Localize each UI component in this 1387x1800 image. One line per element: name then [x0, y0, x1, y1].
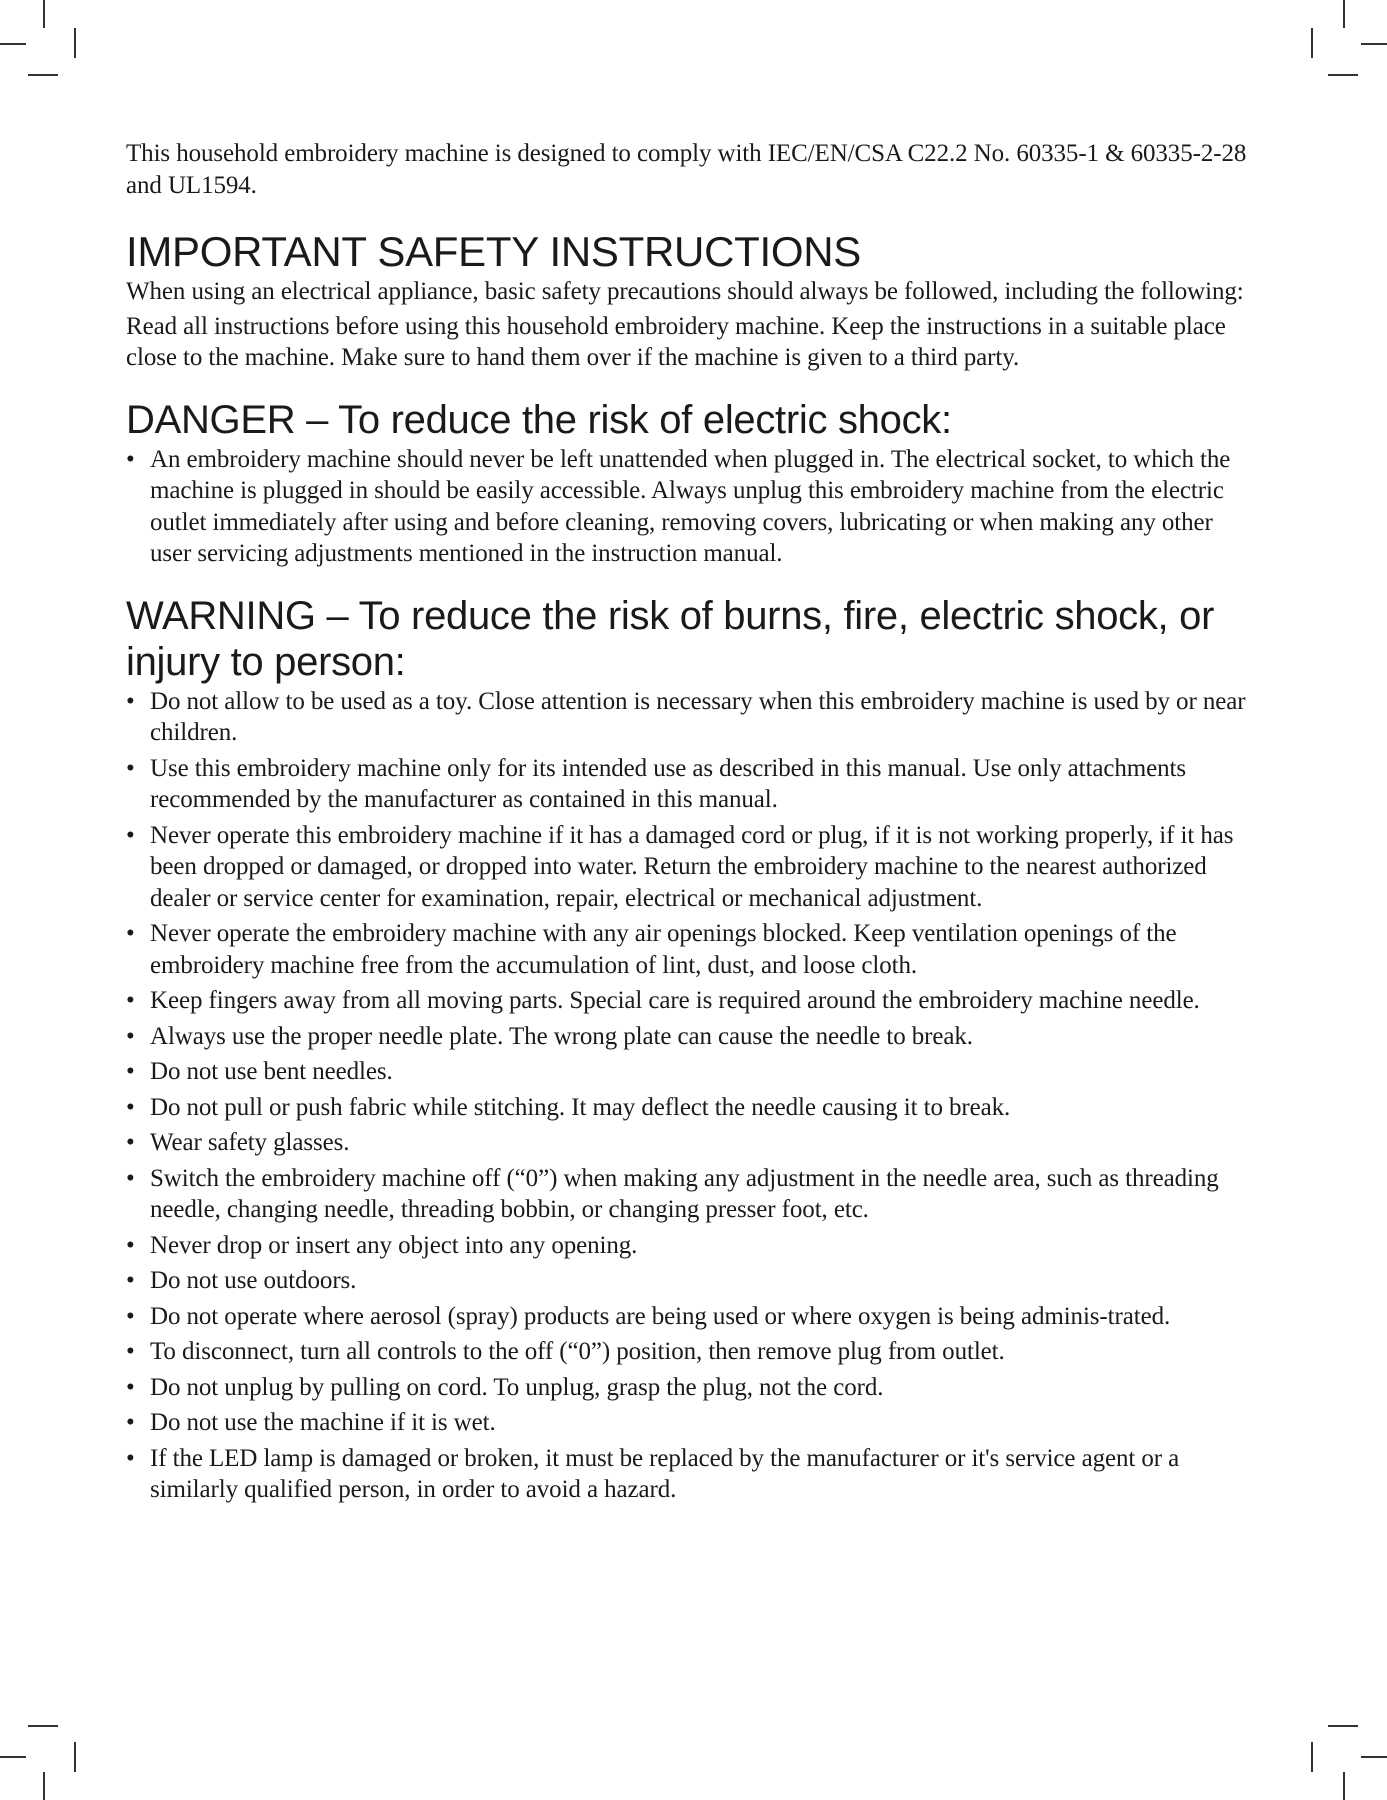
- danger-heading: DANGER – To reduce the risk of electric shock:: [126, 397, 952, 442]
- crop-mark: [74, 1742, 76, 1772]
- list-item-text: An embroidery machine should never be left unattended when plugged in. The electrical socket, to which the machine is plugged in should be easily accessible. Always unplug this embroidery machine from the electric outlet immediately after using and before cleaning, removing covers, lubricating or when making any other user servicing adjustments mentioned in the instruction manual.: [150, 445, 1231, 567]
- list-item-text: Never operate the embroidery machine with any air openings blocked. Keep ventilation openings of the embroidery machine free from the accumulation of lint, dust, and loose cloth.: [150, 920, 1177, 979]
- bullet: •: [126, 1338, 135, 1365]
- crop-mark: [1361, 1756, 1387, 1758]
- list-item: [126, 1301, 1256, 1333]
- list-item-text: Do not pull or push fabric while stitching. It may deflect the needle causing it to break.: [150, 1093, 1011, 1121]
- crop-mark: [1343, 1772, 1345, 1800]
- danger-list: [126, 444, 1256, 570]
- list-item: [126, 1372, 1256, 1404]
- intro-paragraph: This household embroidery machine is designed to comply with IEC/EN/CSA C22.2 No. 60335-1 & 60335-2-28 and UL1594.: [126, 140, 1247, 199]
- bullet: •: [126, 687, 135, 715]
- list-item: [126, 753, 1256, 816]
- bullet: •: [126, 754, 135, 782]
- list-item-text: Use this embroidery machine only for its intended use as described in this manual. Use only attachments recommended by the manufacturer as contained in this manual.: [150, 754, 1186, 813]
- bullet: •: [126, 821, 135, 849]
- list-item: [126, 686, 1256, 749]
- list-item: [126, 985, 1256, 1017]
- crop-mark: [74, 28, 76, 58]
- crop-mark: [0, 1756, 26, 1758]
- crop-mark: [1328, 1725, 1358, 1727]
- list-item-text: Do not use bent needles.: [150, 1058, 393, 1085]
- bullet: •: [126, 987, 135, 1014]
- list-item-text: Switch the embroidery machine off (“0”) when making any adjustment in the needle area, such as threading needle, changing needle, threading bobbin, or changing presser foot, etc.: [150, 1164, 1219, 1223]
- bullet: •: [126, 1058, 135, 1085]
- bullet: •: [126, 1409, 135, 1436]
- list-item-text: Keep fingers away from all moving parts. Special care is required around the embroidery machine needle.: [150, 987, 1200, 1014]
- crop-mark: [43, 0, 45, 28]
- bullet: •: [126, 1164, 135, 1192]
- crop-mark: [1343, 0, 1345, 28]
- bullet: •: [126, 1373, 135, 1401]
- crop-mark: [1311, 1742, 1313, 1772]
- list-item: [126, 1056, 1256, 1088]
- list-item: [126, 1021, 1256, 1053]
- crop-mark: [28, 1725, 58, 1727]
- bullet: •: [126, 445, 135, 473]
- safety-paragraph-1: When using an electrical appliance, basic safety precautions should always be followed, including the following:: [126, 278, 1244, 305]
- safety-heading: IMPORTANT SAFETY INSTRUCTIONS: [126, 228, 861, 275]
- list-item: [126, 820, 1256, 915]
- safety-paragraph-2: Read all instructions before using this household embroidery machine. Keep the instructions in a suitable place close to the machine. Make sure to hand them over if the machine is given to a third party.: [126, 312, 1226, 371]
- crop-mark: [43, 1772, 45, 1800]
- list-item-text: Never drop or insert any object into any opening.: [150, 1231, 638, 1259]
- list-item: [126, 918, 1256, 981]
- document-page: [126, 138, 1256, 1510]
- list-item: [126, 1336, 1256, 1368]
- list-item-text: To disconnect, turn all controls to the off (“0”) position, then remove plug from outlet.: [150, 1338, 1005, 1365]
- bullet: •: [126, 1093, 135, 1121]
- list-item-text: Do not use outdoors.: [150, 1267, 357, 1294]
- bullet: •: [126, 1022, 135, 1050]
- list-item: [126, 1230, 1256, 1262]
- list-item-text: Always use the proper needle plate. The wrong plate can cause the needle to break.: [150, 1022, 973, 1050]
- list-item-text: Never operate this embroidery machine if it has a damaged cord or plug, if it is not working properly, if it has been dropped or damaged, or dropped into water. Return the embroidery machine to the nearest authorized dealer or service center for examination, repair, electrical or mechanical adjustment.: [150, 821, 1234, 912]
- list-item-text: Wear safety glasses.: [150, 1129, 350, 1156]
- list-item-text: Do not use the machine if it is wet.: [150, 1409, 496, 1436]
- list-item: [126, 1163, 1256, 1226]
- list-item: [126, 1443, 1256, 1506]
- bullet: •: [126, 1444, 135, 1472]
- crop-mark: [28, 74, 58, 76]
- crop-mark: [1328, 74, 1358, 76]
- warning-list: [126, 686, 1256, 1506]
- bullet: •: [126, 920, 135, 947]
- bullet: •: [126, 1129, 135, 1156]
- list-item: [126, 1265, 1256, 1297]
- list-item-text: Do not unplug by pulling on cord. To unplug, grasp the plug, not the cord.: [150, 1373, 884, 1401]
- list-item: [126, 1092, 1256, 1124]
- list-item: [126, 1127, 1256, 1159]
- bullet: •: [126, 1231, 135, 1259]
- list-item: [126, 1407, 1256, 1439]
- list-item-text: If the LED lamp is damaged or broken, it must be replaced by the manufacturer or it's service agent or a similarly qualified person, in order to avoid a hazard.: [150, 1444, 1180, 1503]
- crop-mark: [1311, 28, 1313, 58]
- bullet: •: [126, 1267, 135, 1294]
- list-item-text: Do not allow to be used as a toy. Close attention is necessary when this embroidery machine is used by or near children.: [150, 687, 1246, 746]
- list-item-text: Do not operate where aerosol (spray) products are being used or where oxygen is being adminis-trated.: [150, 1302, 1171, 1330]
- bullet: •: [126, 1302, 135, 1330]
- warning-heading: WARNING – To reduce the risk of burns, fire, electric shock, or injury to person:: [126, 593, 1215, 684]
- crop-mark: [1361, 43, 1387, 45]
- list-item: [126, 444, 1256, 570]
- crop-mark: [0, 43, 26, 45]
